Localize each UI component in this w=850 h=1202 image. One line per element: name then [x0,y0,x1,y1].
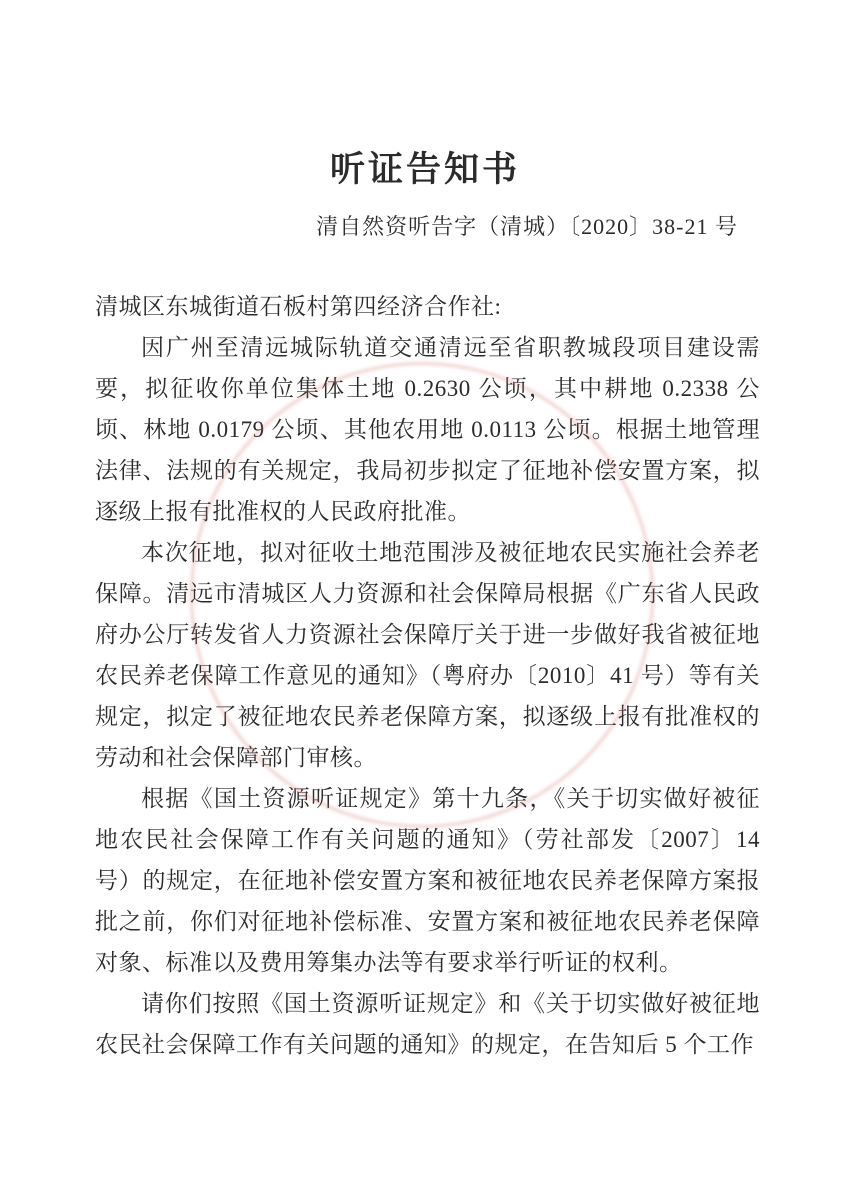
paragraph-hearing-rights: 根据《国土资源听证规定》第十九条，《关于切实做好被征地农民社会保障工作有关问题的通知》（劳社部发〔2007〕14 号）的规定，在征地补偿安置方案和被征地农民养老保障方案报批之前，你们对征地补偿标准、安置方案和被征地农民养老保障对象、标准以及费用筹集办法等有要求举行听证的权利。 [95,786,760,975]
paragraph-land-acquisition: 因广州至清远城际轨道交通清远至省职教城段项目建设需要，拟征收你单位集体土地 0.2630 公顷，其中耕地 0.2338 公顷、林地 0.0179 公顷、其他农用地 0.0113 公顷。根据土地管理法律、法规的有关规定，我局初步拟定了征地补偿安置方案，拟逐级上报有批准权的人民政府批准。 [95,335,760,524]
paragraph-hearing-instructions: 请你们按照《国土资源听证规定》和《关于切实做好被征地农民社会保障工作有关问题的通知》的规定，在告知后 5 个工作 [95,991,760,1057]
paragraph-social-security-plan: 本次征地，拟对征收土地范围涉及被征地农民实施社会养老保障。清远市清城区人力资源和社会保障局根据《广东省人民政府办公厅转发省人力资源社会保障厅关于进一步做好我省被征地农民养老保障工作意见的通知》（粤府办〔2010〕41 号）等有关规定，拟定了被征地农民养老保障方案，拟逐级上报有批准权的劳动和社会保障部门审核。 [95,540,760,770]
document-body [95,286,760,1065]
document-number: 清自然资听告字（清城）〔2020〕38-21 号 [316,214,738,239]
document-title: 听证告知书 [329,150,520,189]
addressee-line: 清城区东城街道石板村第四经济合作社: [95,294,502,319]
